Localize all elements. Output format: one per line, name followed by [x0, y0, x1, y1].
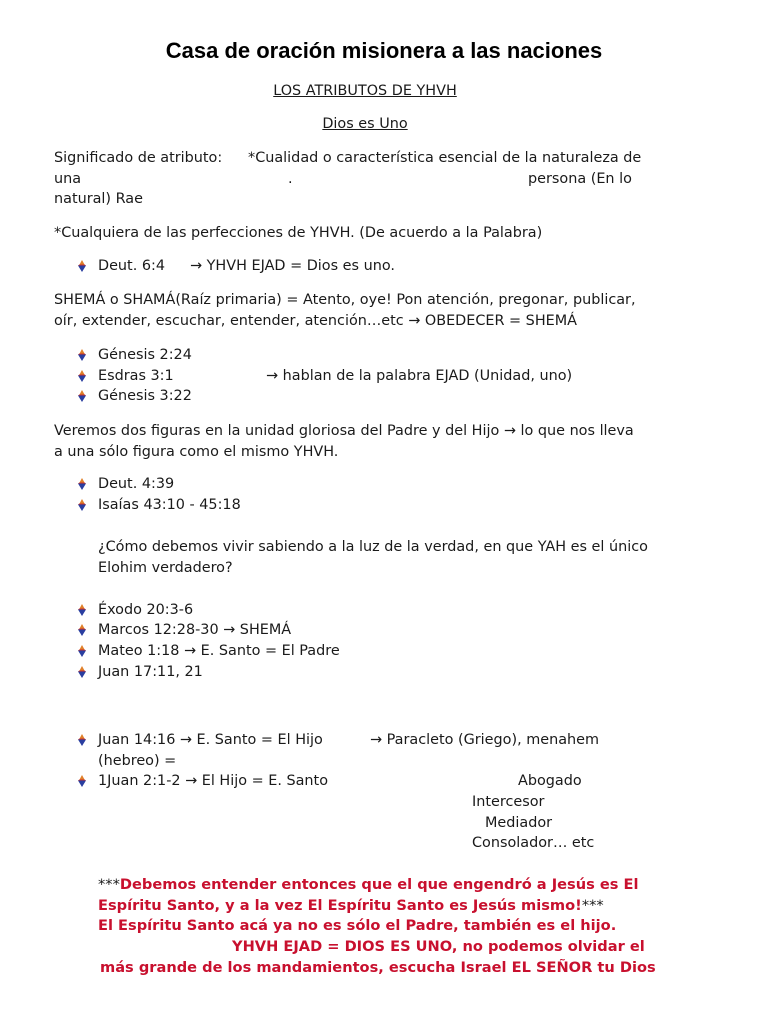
bible-reference: Deut. 4:39 [98, 476, 175, 492]
bible-reference: Génesis 2:24 [98, 347, 192, 363]
role-item: Mediador [485, 815, 553, 831]
definition-text: *Cualidad o característica esencial de la naturaleza de [248, 150, 642, 166]
definition-text: persona (En lo [528, 171, 632, 187]
paragraph-text: Veremos dos figuras en la unidad gloriosa del Padre y del Hijo → lo que nos lleva [54, 423, 634, 439]
role-item: Intercesor [472, 794, 545, 810]
page-title: Casa de oración misionera a las naciones [165, 38, 603, 63]
question-text: Elohim verdadero? [98, 560, 233, 576]
bullet-icon [75, 348, 89, 362]
bible-reference: Éxodo 20:3-6 [98, 602, 194, 618]
bullet-icon [75, 477, 89, 491]
bullet-icon [75, 644, 89, 658]
conclusion-text: Espíritu Santo, y a la vez El Espíritu Santo es Jesús mismo! [98, 897, 582, 914]
bullet-icon [75, 665, 89, 679]
bullet-icon [75, 774, 89, 788]
bible-reference: Isaías 43:10 - 45:18 [98, 497, 241, 513]
role-item: Consolador… etc [472, 835, 595, 851]
bullet-icon [75, 623, 89, 637]
section-title: Dios es Uno [322, 116, 408, 132]
list-item-text: → Paracleto (Griego), menahem [370, 732, 600, 748]
bullet-icon [75, 603, 89, 617]
paragraph-text: a una sólo figura como el mismo YHVH. [54, 444, 339, 460]
bible-reference: 1Juan 2:1-2 → El Hijo = E. Santo [98, 773, 329, 789]
bible-reference: Marcos 12:28-30 → SHEMÁ [98, 622, 292, 638]
list-item-text: → hablan de la palabra EJAD (Unidad, uno) [266, 368, 573, 384]
bible-reference: Deut. 6:4 [98, 258, 166, 274]
role-item: Abogado [518, 773, 582, 789]
list-item-text: (hebreo) = [98, 753, 177, 769]
bible-reference: Génesis 3:22 [98, 388, 192, 404]
definition-text: *Cualquiera de las perfecciones de YHVH. (De acuerdo a la Palabra) [54, 225, 543, 241]
conclusion-line-5: más grande de los mandamientos, escucha Israel EL SEÑOR tu Dios [100, 959, 656, 976]
stars-close: *** [581, 897, 604, 914]
list-item-text: → YHVH EJAD = Dios es uno. [190, 258, 395, 274]
bullet-icon [75, 369, 89, 383]
conclusion-line-1 [98, 878, 639, 893]
definition-text: natural) Rae [54, 191, 143, 207]
bible-reference: Juan 17:11, 21 [98, 664, 203, 680]
paragraph-text: oír, extender, escuchar, entender, atención…etc → OBEDECER = SHEMÁ [54, 313, 577, 329]
subtitle: LOS ATRIBUTOS DE YHVH [273, 83, 457, 99]
bible-reference: Esdras 3:1 [98, 368, 174, 384]
bullet-icon [75, 259, 89, 273]
bible-reference: Mateo 1:18 → E. Santo = El Padre [98, 643, 340, 659]
conclusion-line-2 [98, 899, 604, 914]
paragraph-text: SHEMÁ o SHAMÁ(Raíz primaria) = Atento, oye! Pon atención, pregonar, publicar, [54, 292, 636, 308]
definition-text: . [288, 171, 293, 187]
stars-open: *** [98, 876, 120, 893]
question-text: ¿Cómo debemos vivir sabiendo a la luz de la verdad, en que YAH es el único [98, 539, 648, 555]
bullet-icon [75, 389, 89, 403]
definition-label: Significado de atributo: [54, 150, 223, 166]
conclusion-text: Debemos entender entonces que el que engendró a Jesús es El [119, 876, 639, 893]
conclusion-line-3: El Espíritu Santo acá ya no es sólo el Padre, también es el hijo. [98, 917, 617, 934]
bible-reference: Juan 14:16 → E. Santo = El Hijo [98, 732, 323, 748]
bullet-icon [75, 733, 89, 747]
conclusion-line-4: YHVH EJAD = DIOS ES UNO, no podemos olvidar el [232, 938, 645, 955]
definition-text: una [54, 171, 82, 187]
bullet-icon [75, 498, 89, 512]
